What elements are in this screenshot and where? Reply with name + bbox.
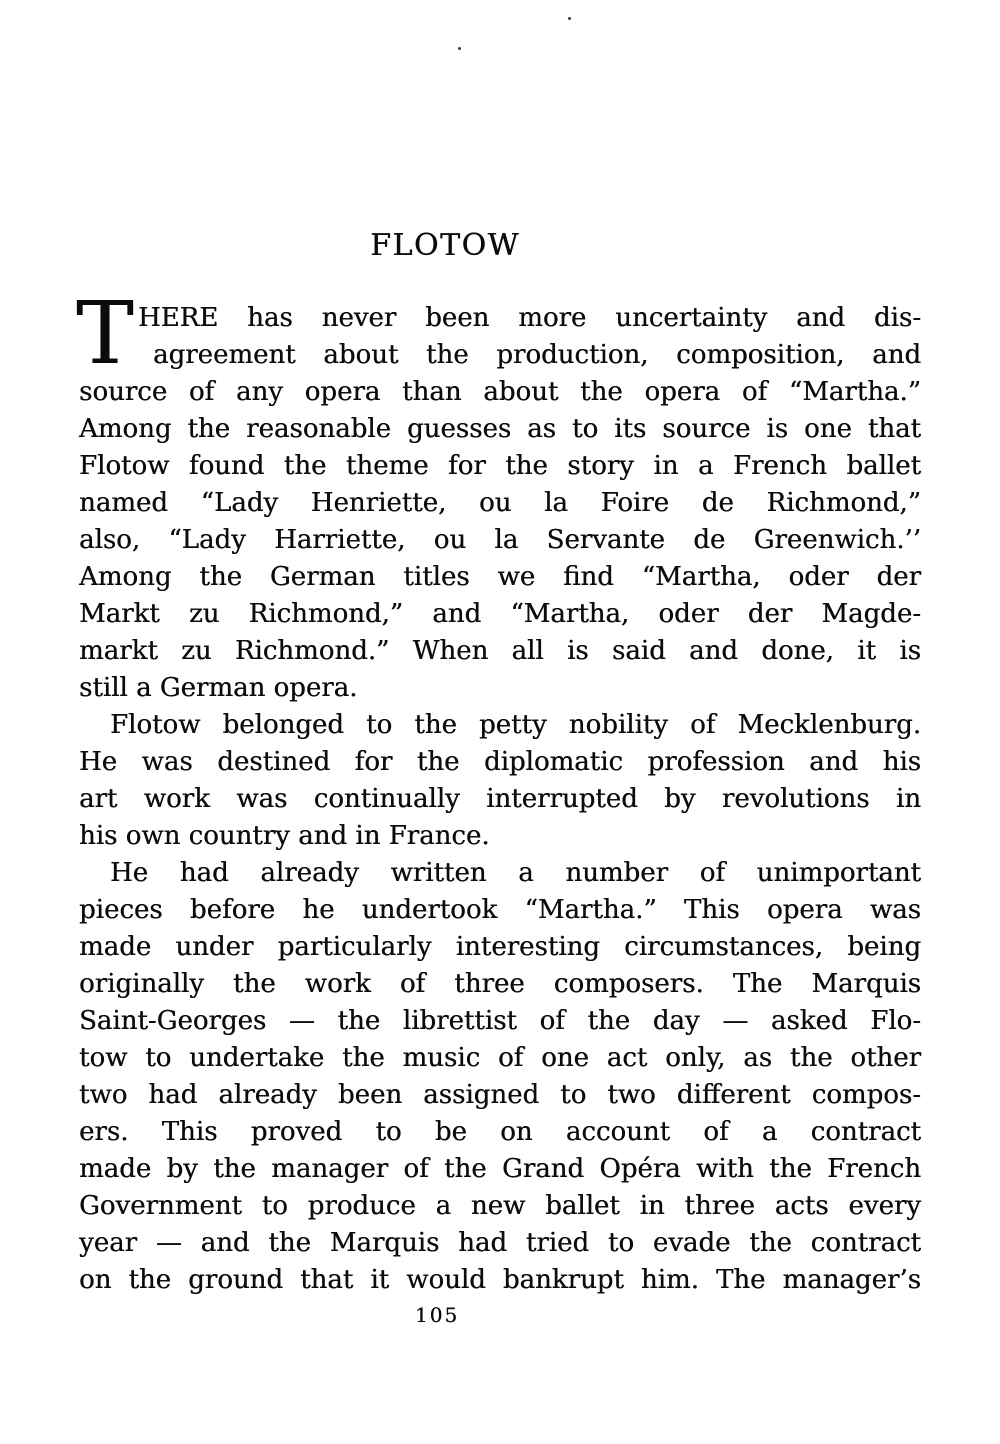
paragraph [79, 855, 921, 1299]
page-title: FLOTOW [370, 228, 520, 263]
text-line: He was destined for the diplomatic profession and his [79, 747, 921, 777]
drop-cap: T [76, 284, 134, 384]
text-line: two had already been assigned to two different compos- [79, 1080, 921, 1110]
page-number: 105 [414, 1303, 460, 1327]
paragraph [76, 284, 921, 707]
text-line: art work was continually interrupted by revolutions in [79, 784, 921, 814]
text-line: on the ground that it would bankrupt him. The manager’s [79, 1265, 921, 1295]
text-line: made under particularly interesting circumstances, being [79, 932, 921, 962]
text-line: source of any opera than about the opera of “Martha.” [79, 377, 921, 407]
text-line: Flotow found the theme for the story in a French ballet [79, 451, 921, 481]
text-line: HERE has never been more uncertainty and dis- [138, 303, 921, 333]
text-line: originally the work of three composers. The Marquis [79, 969, 921, 999]
text-line: ers. This proved to be on account of a contract [79, 1117, 921, 1147]
text-line: Among the reasonable guesses as to its source is one that [79, 414, 921, 444]
text-line: Among the German titles we find “Martha, oder der [79, 562, 921, 592]
text-line: made by the manager of the Grand Opéra with the French [79, 1154, 921, 1184]
paragraph [79, 707, 921, 855]
text-line: agreement about the production, composition, and [153, 340, 921, 370]
page-body [76, 284, 921, 1299]
text-line: Saint-Georges — the librettist of the day — asked Flo- [79, 1006, 921, 1036]
text-line: tow to undertake the music of one act only, as the other [79, 1043, 921, 1073]
text-line: Government to produce a new ballet in three acts every [79, 1191, 921, 1221]
text-line: Markt zu Richmond,” and “Martha, oder der Magde- [79, 599, 921, 629]
text-line: also, “Lady Harriette, ou la Servante de Greenwich.’’ [79, 525, 921, 555]
text-line: He had already written a number of unimportant [110, 858, 921, 888]
scan-speck [458, 47, 461, 50]
text-line: his own country and in France. [79, 821, 490, 851]
text-line: pieces before he undertook “Martha.” This opera was [79, 895, 921, 925]
text-line: Flotow belonged to the petty nobility of Mecklenburg. [110, 710, 921, 740]
text-line: markt zu Richmond.” When all is said and done, it is [79, 636, 921, 666]
text-line: still a German opera. [79, 673, 358, 703]
text-line: named “Lady Henriette, ou la Foire de Richmond,” [79, 488, 921, 518]
text-line: year — and the Marquis had tried to evade the contract [79, 1228, 921, 1258]
scan-speck [568, 17, 571, 20]
